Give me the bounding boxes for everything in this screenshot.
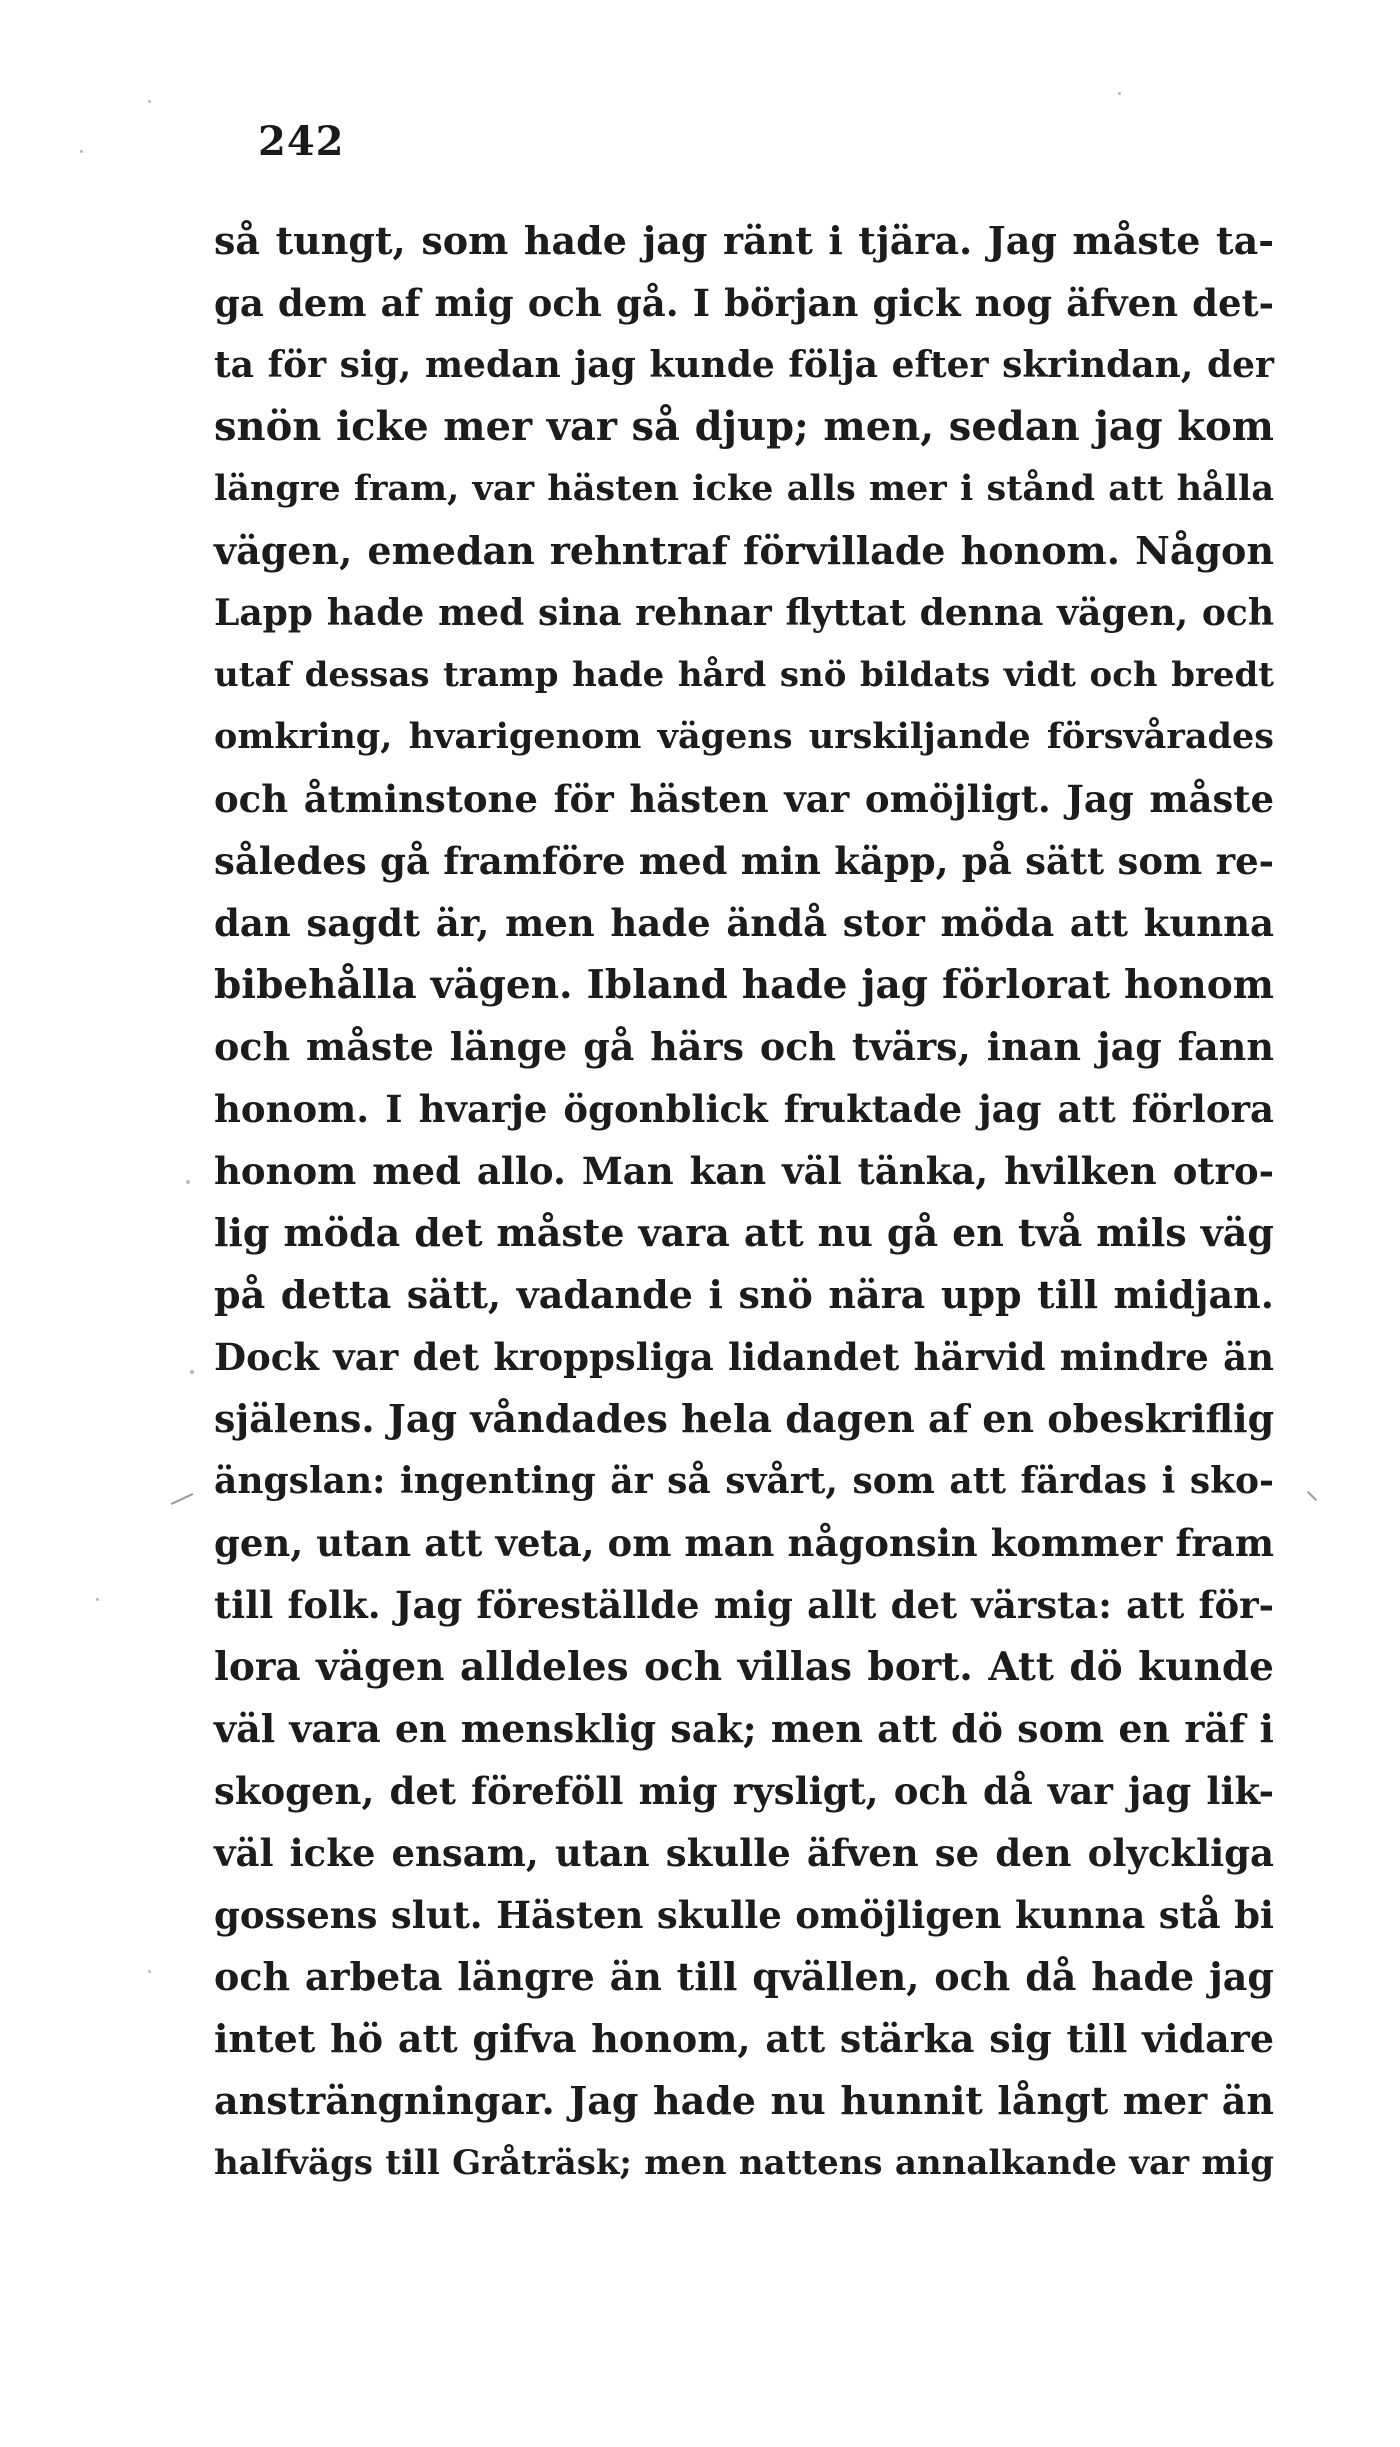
text-line: ängslan: ingenting är så svårt, som att färdas i sko-: [214, 1460, 1274, 1502]
text-line: så tungt, som hade jag ränt i tjära. Jag måste ta-: [214, 218, 1274, 263]
text-line: lig möda det måste vara att nu gå en två mils väg: [214, 1210, 1274, 1255]
text-line: honom med allo. Man kan väl tänka, hvilken otro-: [214, 1149, 1274, 1193]
scan-speck: [96, 1598, 99, 1601]
text-line: bibehålla vägen. Ibland hade jag förlorat honom: [214, 962, 1274, 1008]
text-line: omkring, hvarigenom vägens urskiljande försvårades: [214, 716, 1274, 757]
text-line: skogen, det föreföll mig rysligt, och då var jag lik-: [214, 1769, 1274, 1813]
text-line: ta för sig, medan jag kunde följa efter skrindan, der: [214, 344, 1274, 386]
text-line: således gå framföre med min käpp, på sätt som re-: [214, 839, 1274, 883]
text-line: gossens slut. Hästen skulle omöjligen kunna stå bi: [214, 1893, 1274, 1937]
scan-speck: [186, 1180, 190, 1184]
text-line: gen, utan att veta, om man någonsin kommer fram: [214, 1521, 1274, 1565]
scan-speck: [1118, 92, 1121, 95]
text-line: och måste länge gå härs och tvärs, inan jag fann: [214, 1024, 1274, 1069]
text-line: själens. Jag våndades hela dagen af en obeskriflig: [214, 1396, 1275, 1441]
text-line: och arbeta längre än till qvällen, och då hade jag: [214, 1954, 1274, 1999]
text-line: ga dem af mig och gå. I början gick nog äfven det-: [214, 281, 1274, 325]
scan-mark: [171, 1493, 194, 1505]
text-line: ansträngningar. Jag hade nu hunnit långt mer än: [214, 2078, 1274, 2123]
text-line: halfvägs till Gråträsk; men nattens annalkande var mig: [214, 2143, 1274, 2183]
scan-speck: [148, 1970, 151, 1973]
text-line: utaf dessas tramp hade hård snö bildats vidt och bredt: [214, 655, 1274, 695]
text-line: snön icke mer var så djup; men, sedan jag kom: [214, 403, 1274, 450]
text-line: längre fram, var hästen icke alls mer i stånd att hålla: [214, 468, 1274, 509]
scan-speck: [148, 100, 151, 103]
text-line: till folk. Jag föreställde mig allt det värsta: att för-: [214, 1583, 1274, 1627]
text-line: vägen, emedan rehntraf förvillade honom. Någon: [214, 528, 1274, 573]
text-line: Dock var det kroppsliga lidandet härvid mindre än: [214, 1335, 1274, 1379]
text-line: intet hö att gifva honom, att stärka sig till vidare: [214, 2016, 1274, 2061]
text-line: honom. I hvarje ögonblick fruktade jag att förlora: [214, 1087, 1274, 1131]
text-line: Lapp hade med sina rehnar flyttat denna vägen, och: [214, 592, 1274, 634]
body-text: [214, 210, 1274, 2194]
text-line: väl icke ensam, utan skulle äfven se den olyckliga: [214, 1831, 1274, 1875]
text-line: och åtminstone för hästen var omöjligt. Jag måste: [214, 777, 1274, 821]
page-number: 242: [258, 118, 345, 165]
scan-mark: [1307, 1491, 1317, 1501]
scan-speck: [190, 1370, 194, 1374]
text-line: väl vara en mensklig sak; men att dö som en räf i: [214, 1706, 1274, 1751]
text-line: lora vägen alldeles och villas bort. Att dö kunde: [214, 1644, 1274, 1690]
text-line: på detta sätt, vadande i snö nära upp till midjan.: [214, 1272, 1274, 1317]
scan-speck: [80, 150, 83, 153]
text-line: dan sagdt är, men hade ändå stor möda att kunna: [214, 901, 1274, 945]
